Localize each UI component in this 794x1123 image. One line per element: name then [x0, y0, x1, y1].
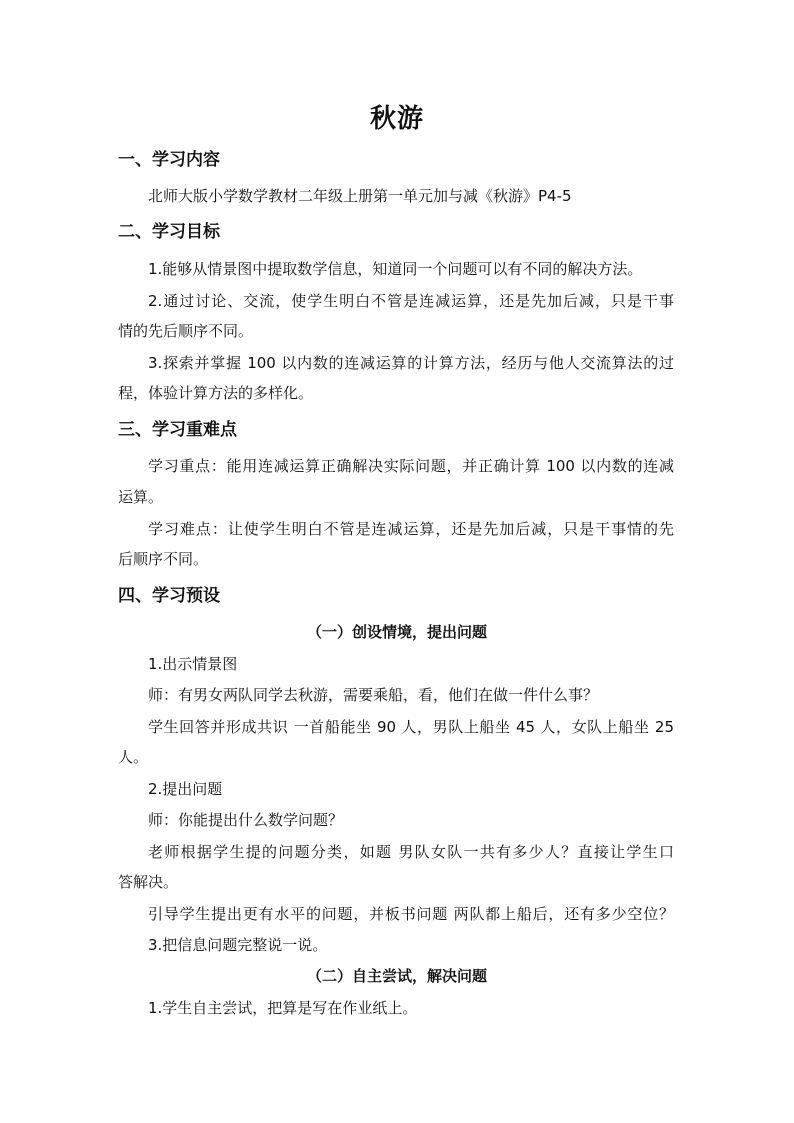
paragraph: 引导学生提出更有水平的问题，并板书问题 两队都上船后，还有多少空位？: [148, 905, 674, 923]
paragraph: 1.学生自主尝试，把算是写在作业纸上。: [148, 999, 418, 1017]
paragraph: 1.能够从情景图中提取数学信息，知道同一个问题可以有不同的解决方法。: [148, 260, 643, 278]
paragraph: 北师大版小学数学教材二年级上册第一单元加与减《秋游》P4-5: [148, 187, 572, 205]
paragraph: 后顺序不同。: [118, 550, 209, 568]
paragraph: 师：你能提出什么数学问题？: [148, 811, 344, 829]
paragraph: 学生回答并形成共识 一首船能坐 90 人，男队上船坐 45 人，女队上船坐 25: [148, 718, 674, 736]
subheading: （一）创设情境，提出问题: [306, 623, 487, 641]
paragraph: 情的先后顺序不同。: [118, 322, 254, 340]
paragraph: 学习难点：让使学生明白不管是连减运算，还是先加后减，只是干事情的先: [148, 520, 674, 538]
paragraph: 答解决。: [118, 873, 179, 891]
section-heading-4: 四、学习预设: [118, 586, 220, 606]
subheading: （二）自主尝试，解决问题: [306, 967, 487, 985]
paragraph: 程，体验计算方法的多样化。: [118, 384, 314, 402]
paragraph: 人。: [118, 748, 149, 766]
paragraph: 3.探索并掌握 100 以内数的连减运算的计算方法，经历与他人交流算法的过: [148, 354, 674, 372]
paragraph: 运算。: [118, 488, 164, 506]
section-heading-2: 二、学习目标: [118, 222, 220, 242]
paragraph: 老师根据学生提的问题分类，如题 男队女队一共有多少人？直接让学生口: [148, 843, 674, 861]
paragraph: 1.出示情景图: [148, 655, 238, 673]
section-heading-1: 一、学习内容: [118, 150, 220, 170]
paragraph: 师：有男女两队同学去秋游，需要乘船，看，他们在做一件什么事？: [148, 686, 599, 704]
section-heading-3: 三、学习重难点: [118, 420, 237, 440]
paragraph: 2.通过讨论、交流，使学生明白不管是连减运算，还是先加后减，只是干事: [148, 292, 674, 310]
paragraph: 学习重点：能用连减运算正确解决实际问题，并正确计算 100 以内数的连减: [148, 457, 674, 475]
paragraph: 2.提出问题: [148, 780, 223, 798]
paragraph: 3.把信息问题完整说一说。: [148, 936, 328, 954]
page-title: 秋游: [369, 104, 424, 134]
